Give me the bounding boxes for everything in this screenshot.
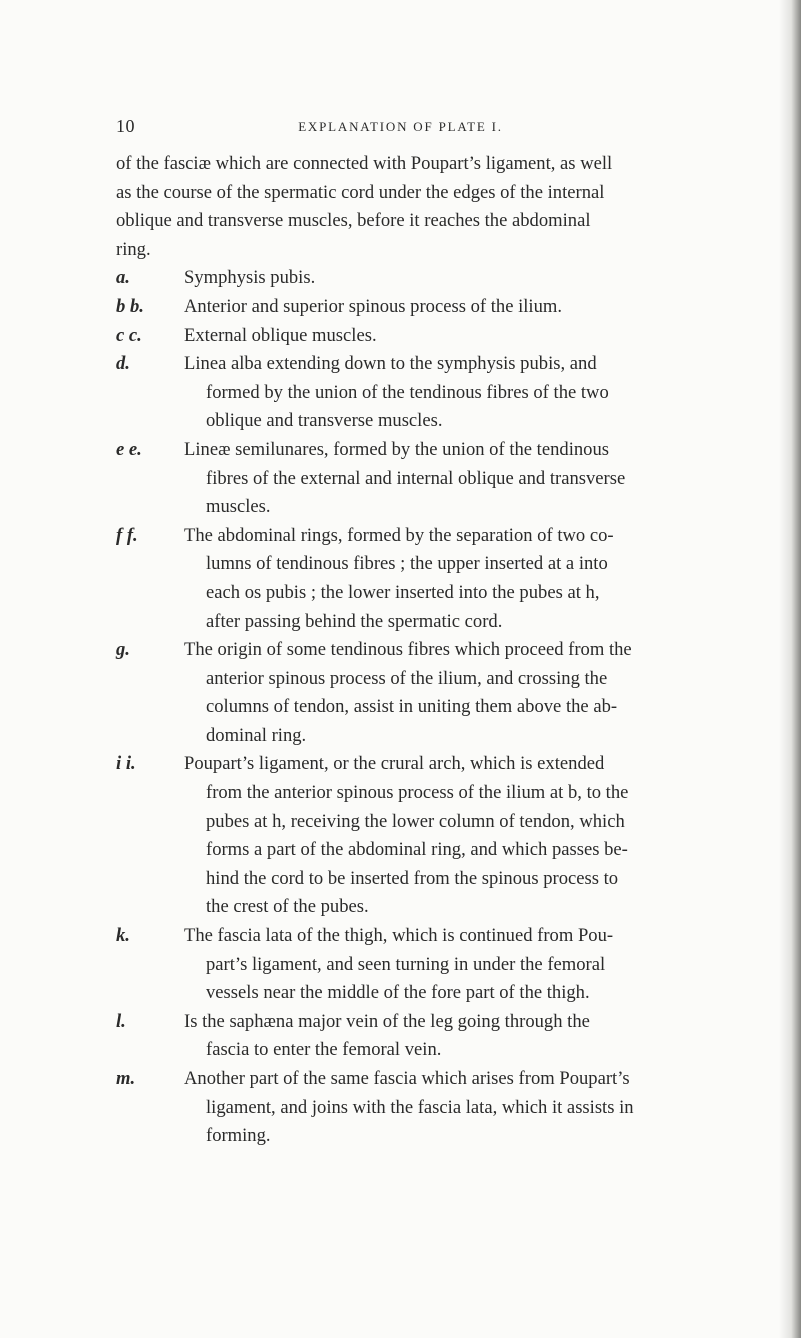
legend-description [184, 1065, 770, 1151]
description-line: Lineæ semilunares, formed by the union of the tendinous [184, 438, 609, 460]
description-line: forming. [206, 1125, 271, 1147]
intro-line: of the fasciæ which are connected with Poupart’s ligament, as well [116, 153, 613, 174]
description-line: part’s ligament, and seen turning in under the femoral [206, 953, 606, 975]
description-line: ligament, and joins with the fascia lata, which it assists in [206, 1096, 634, 1118]
legend-entry [116, 1065, 770, 1151]
description-line: columns of tendon, assist in uniting them above the ab- [206, 696, 618, 718]
description-line: Linea alba extending down to the symphysis pubis, and [184, 353, 597, 375]
legend-description [184, 1008, 770, 1065]
legend-key: b b. [116, 295, 144, 317]
body-text [116, 150, 770, 1151]
description-line: The abdominal rings, formed by the separation of two co- [184, 524, 614, 546]
legend-entry [116, 322, 770, 351]
legend-description [184, 522, 770, 636]
description-line: Symphysis pubis. [184, 267, 316, 289]
legend-entry [116, 922, 770, 1008]
legend-entry [116, 350, 770, 436]
description-line: each os pubis ; the lower inserted into the pubes at h, [206, 581, 600, 603]
legend-key: l. [116, 1010, 126, 1032]
description-line: The fascia lata of the thigh, which is continued from Pou- [184, 925, 614, 947]
description-line: Anterior and superior spinous process of the ilium. [184, 295, 563, 317]
description-line: muscles. [206, 496, 271, 518]
description-line: vessels near the middle of the fore part of the thigh. [206, 982, 590, 1004]
legend-entry [116, 1008, 770, 1065]
legend-key: a. [116, 267, 130, 289]
description-line: Poupart’s ligament, or the crural arch, which is extended [184, 753, 605, 775]
description-line: The origin of some tendinous fibres which proceed from the [184, 639, 632, 661]
legend-description [184, 322, 770, 351]
intro-line: oblique and transverse muscles, before it reaches the abdominal [116, 210, 591, 232]
legend-description [184, 350, 770, 436]
legend-description [184, 436, 770, 522]
description-line: fibres of the external and internal oblique and transverse [206, 467, 626, 489]
legend-description [184, 750, 770, 922]
legend-key: m. [116, 1068, 136, 1089]
legend-key: e e. [116, 438, 142, 460]
legend-entry [116, 636, 770, 750]
legend-description [184, 922, 770, 1008]
legend-key: f f. [116, 524, 138, 546]
description-line: the crest of the pubes. [206, 896, 369, 918]
legend-entries [116, 264, 770, 1150]
legend-key: g. [116, 639, 130, 661]
description-line: lumns of tendinous fibres ; the upper inserted at a into [206, 553, 608, 575]
legend-key: i i. [116, 753, 136, 775]
description-line: pubes at h, receiving the lower column of tendon, which [206, 810, 625, 832]
intro-line: ring. [116, 238, 151, 260]
legend-entry [116, 522, 770, 636]
description-line: dominal ring. [206, 724, 307, 746]
legend-entry [116, 264, 770, 293]
description-line: hind the cord to be inserted from the spinous process to [206, 867, 619, 889]
description-line: Another part of the same fascia which arises from Poupart’s [184, 1068, 630, 1089]
description-line: External oblique muscles. [184, 324, 377, 346]
legend-entry [116, 293, 770, 322]
legend-key: c c. [116, 324, 142, 346]
intro-paragraph [116, 150, 770, 264]
legend-entry [116, 436, 770, 522]
page-number: 10 [116, 116, 135, 136]
legend-description [184, 293, 770, 322]
legend-description [184, 264, 770, 293]
description-line: oblique and transverse muscles. [206, 410, 443, 432]
legend-description [184, 636, 770, 750]
description-line: Is the saphæna major vein of the leg going through the [184, 1010, 590, 1032]
legend-key: k. [116, 925, 130, 947]
legend-entry [116, 750, 770, 922]
description-line: anterior spinous process of the ilium, and crossing the [206, 667, 608, 689]
running-head: EXPLANATION OF PLATE I. [298, 119, 503, 134]
description-line: forms a part of the abdominal ring, and which passes be- [206, 839, 628, 861]
page-edge-shadow [779, 0, 801, 1338]
description-line: formed by the union of the tendinous fibres of the two [206, 381, 609, 403]
legend-key: d. [116, 353, 130, 375]
description-line: from the anterior spinous process of the ilium at b, to the [206, 782, 629, 804]
intro-line: as the course of the spermatic cord under the edges of the internal [116, 181, 605, 203]
description-line: after passing behind the spermatic cord. [206, 610, 503, 632]
description-line: fascia to enter the femoral vein. [206, 1039, 442, 1061]
